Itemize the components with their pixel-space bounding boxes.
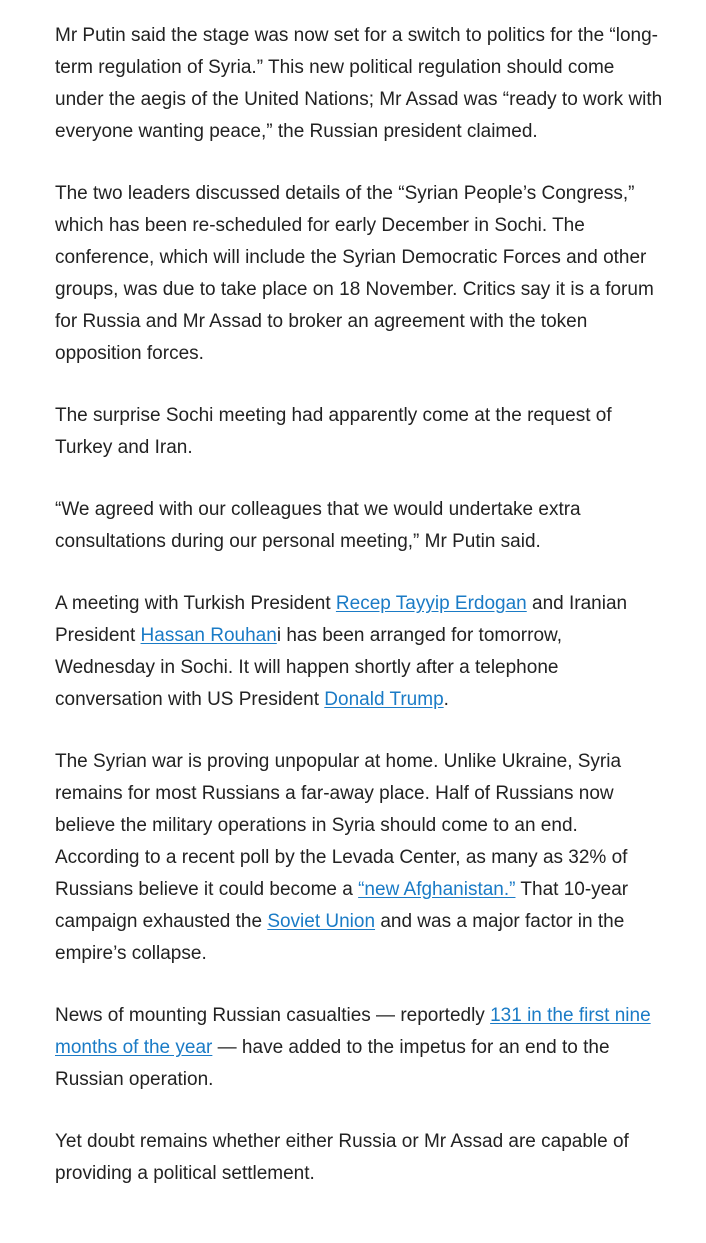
link-new-afghanistan[interactable]: “new Afghanistan.” <box>358 879 516 900</box>
link-soviet-union[interactable]: Soviet Union <box>267 911 376 932</box>
paragraph-putin-quote: “We agreed with our colleagues that we would undertake extra consultations during our personal meeting,” Mr Putin said. <box>55 499 581 552</box>
link-donald-trump[interactable]: Donald Trump <box>324 689 444 710</box>
link-recep-tayyip-erdogan[interactable]: Recep Tayyip Erdogan <box>335 593 527 614</box>
paragraph-text: i has been arranged for tomorrow, Wednesday in Sochi. It will happen shortly after a telephone conversation with US President <box>55 625 562 710</box>
paragraph-text: . <box>443 689 449 710</box>
paragraph-leaders-meeting <box>55 588 665 716</box>
paragraph-casualties <box>55 1000 665 1096</box>
paragraph-text: That 10-year campaign exhausted the <box>55 879 629 932</box>
paragraph-text: — have added to the impetus for an end to the Russian operation. <box>55 1037 610 1090</box>
paragraph-text: A meeting with Turkish President <box>55 593 336 614</box>
paragraph-text: and was a major factor in the empire’s collapse. <box>55 911 625 964</box>
paragraph-putin-stage: Mr Putin said the stage was now set for a switch to politics for the “long-term regulation of Syria.” This new political regulation should come under the aegis of the United Nations; Mr Assad was “ready to work with everyone wanting peace,” the Russian president claimed. <box>55 25 663 142</box>
paragraph-text: News of mounting Russian casualties — reportedly <box>55 1005 491 1026</box>
link-hassan-rouhani[interactable]: Hassan Rouhan <box>140 625 277 646</box>
paragraph-text: and Iranian President <box>55 593 628 646</box>
paragraph-surprise-meeting: The surprise Sochi meeting had apparently come at the request of Turkey and Iran. <box>55 405 612 458</box>
paragraph-doubt-settlement: Yet doubt remains whether either Russia or Mr Assad are capable of providing a political settlement. <box>55 1131 629 1184</box>
link-casualties-report[interactable]: 131 in the first nine months of the year <box>55 1005 651 1058</box>
paragraph-text: The Syrian war is proving unpopular at home. Unlike Ukraine, Syria remains for most Russians a far-away place. Half of Russians now believe the military operations in Syria should come to an end. According to a recent poll by the Levada Center, as many as 32% of Russians believe it could become a <box>55 751 628 900</box>
paragraph-syrian-congress: The two leaders discussed details of the “Syrian People’s Congress,” which has been re-scheduled for early December in Sochi. The conference, which will include the Syrian Democratic Forces and other groups, was due to take place on 18 November. Critics say it is a forum for Russia and Mr Assad to broker an agreement with the token opposition forces. <box>55 183 654 364</box>
paragraph-war-unpopular <box>55 746 665 970</box>
article-body <box>55 20 665 1220</box>
